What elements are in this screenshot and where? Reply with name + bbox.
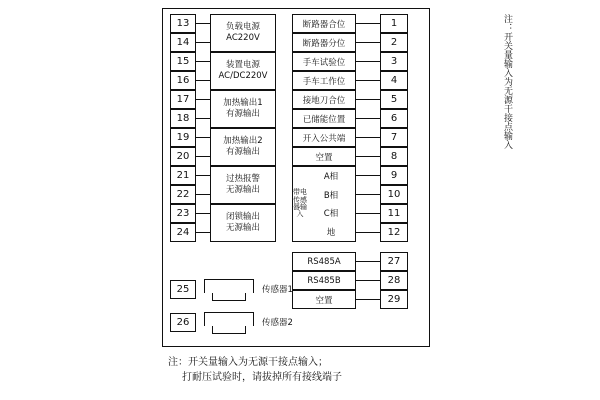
group-heat-output-1 (210, 90, 276, 128)
connector-line (356, 61, 380, 62)
live-line-sensor-label: 带电传感器输入 (293, 188, 307, 219)
terminal-2: 2 (380, 33, 408, 52)
group-label-line: 加热输出2 (223, 136, 263, 147)
terminal-21: 21 (170, 166, 196, 185)
group-label-line: 加热输出1 (223, 98, 263, 109)
connector-line (356, 261, 380, 262)
group-lock-output (210, 204, 276, 242)
signal-breaker-closed: 断路器合位 (292, 14, 356, 33)
terminal-29: 29 (380, 290, 408, 309)
signal-input-common: 开入公共端 (292, 128, 356, 147)
terminal-13: 13 (170, 14, 196, 33)
signal-truck-test: 手车试验位 (292, 52, 356, 71)
terminal-4: 4 (380, 71, 408, 90)
phase-ground-label: 地 (326, 227, 336, 238)
terminal-10: 10 (380, 185, 408, 204)
terminal-27: 27 (380, 252, 408, 271)
connector-line (196, 23, 210, 24)
side-note: 注：开关量输入为无源干接点输入 (502, 14, 512, 149)
signal-earth-switch: 接地刀合位 (292, 90, 356, 109)
group-overheat-alarm (210, 166, 276, 204)
sensor-plug-2-tab (212, 326, 246, 334)
signal-rs485a: RS485A (292, 252, 356, 271)
group-label-line: 装置电源 (225, 60, 260, 71)
connector-line (356, 42, 380, 43)
connector-line (356, 23, 380, 24)
connector-line (196, 99, 210, 100)
group-label-line: 闭锁输出 (225, 212, 260, 223)
terminal-3: 3 (380, 52, 408, 71)
connector-line (356, 99, 380, 100)
terminal-12: 12 (380, 223, 408, 242)
sensor-1-label: 传感器1 (262, 285, 293, 295)
terminal-26: 26 (170, 313, 196, 332)
signal-spare-29: 空置 (292, 290, 356, 309)
sensor-plug-2 (204, 312, 254, 326)
phase-a-label: A相 (323, 172, 339, 183)
connector-line (196, 175, 210, 176)
sensor-2-label: 传感器2 (262, 318, 293, 328)
group-label-line: 有源输出 (225, 147, 260, 157)
connector-line (356, 137, 380, 138)
terminal-9: 9 (380, 166, 408, 185)
connector-line (356, 194, 380, 195)
left-terminal-column (170, 14, 280, 242)
group-label-line: AC/DC220V (218, 71, 268, 81)
live-line-sensor-group (292, 166, 356, 242)
connector-line (356, 213, 380, 214)
terminal-18: 18 (170, 109, 196, 128)
connector-line (196, 213, 210, 214)
group-label-line: 无源输出 (225, 185, 260, 195)
group-label-line: 负载电源 (225, 22, 260, 33)
terminal-5: 5 (380, 90, 408, 109)
connector-line (196, 194, 210, 195)
terminal-19: 19 (170, 128, 196, 147)
footer-note-line-2: 打耐压试验时，请拔掉所有接线端子 (182, 372, 342, 383)
group-label-line: 过热报警 (225, 174, 260, 185)
phase-b-label: B相 (323, 190, 339, 201)
signal-breaker-open: 断路器分位 (292, 33, 356, 52)
terminal-7: 7 (380, 128, 408, 147)
terminal-25: 25 (170, 280, 196, 299)
signal-spare-8: 空置 (292, 147, 356, 166)
sensor-connector-1-row (170, 277, 350, 303)
connector-line (196, 137, 210, 138)
group-device-power (210, 52, 276, 90)
connector-line (196, 61, 210, 62)
phase-c-label: C相 (323, 209, 339, 220)
terminal-6: 6 (380, 109, 408, 128)
group-heat-output-2 (210, 128, 276, 166)
signal-rs485b: RS485B (292, 271, 356, 290)
terminal-23: 23 (170, 204, 196, 223)
sensor-connector-2-row (170, 310, 350, 336)
group-load-power (210, 14, 276, 52)
connector-line (356, 175, 380, 176)
connector-line (356, 156, 380, 157)
connector-line (196, 42, 210, 43)
connector-line (356, 232, 380, 233)
right-terminal-column (292, 14, 422, 314)
terminal-15: 15 (170, 52, 196, 71)
footer-note-line-1: 注：开关量输入为无源干接点输入； (168, 357, 328, 368)
group-label-line: 无源输出 (225, 223, 260, 233)
group-label-line: 有源输出 (225, 109, 260, 119)
terminal-14: 14 (170, 33, 196, 52)
signal-energy-stored: 已储能位置 (292, 109, 356, 128)
terminal-1: 1 (380, 14, 408, 33)
terminal-17: 17 (170, 90, 196, 109)
connector-line (196, 156, 210, 157)
terminal-8: 8 (380, 147, 408, 166)
connector-line (356, 118, 380, 119)
footer-note (168, 355, 568, 385)
connector-line (356, 299, 380, 300)
connector-line (356, 280, 380, 281)
terminal-16: 16 (170, 71, 196, 90)
terminal-24: 24 (170, 223, 196, 242)
connector-line (196, 232, 210, 233)
connector-line (196, 80, 210, 81)
terminal-22: 22 (170, 185, 196, 204)
sensor-plug-1 (204, 279, 254, 293)
signal-truck-work: 手车工作位 (292, 71, 356, 90)
group-label-line: AC220V (226, 33, 260, 43)
terminal-28: 28 (380, 271, 408, 290)
connector-line (196, 118, 210, 119)
terminal-11: 11 (380, 204, 408, 223)
terminal-20: 20 (170, 147, 196, 166)
connector-line (356, 80, 380, 81)
sensor-plug-1-tab (212, 293, 246, 301)
